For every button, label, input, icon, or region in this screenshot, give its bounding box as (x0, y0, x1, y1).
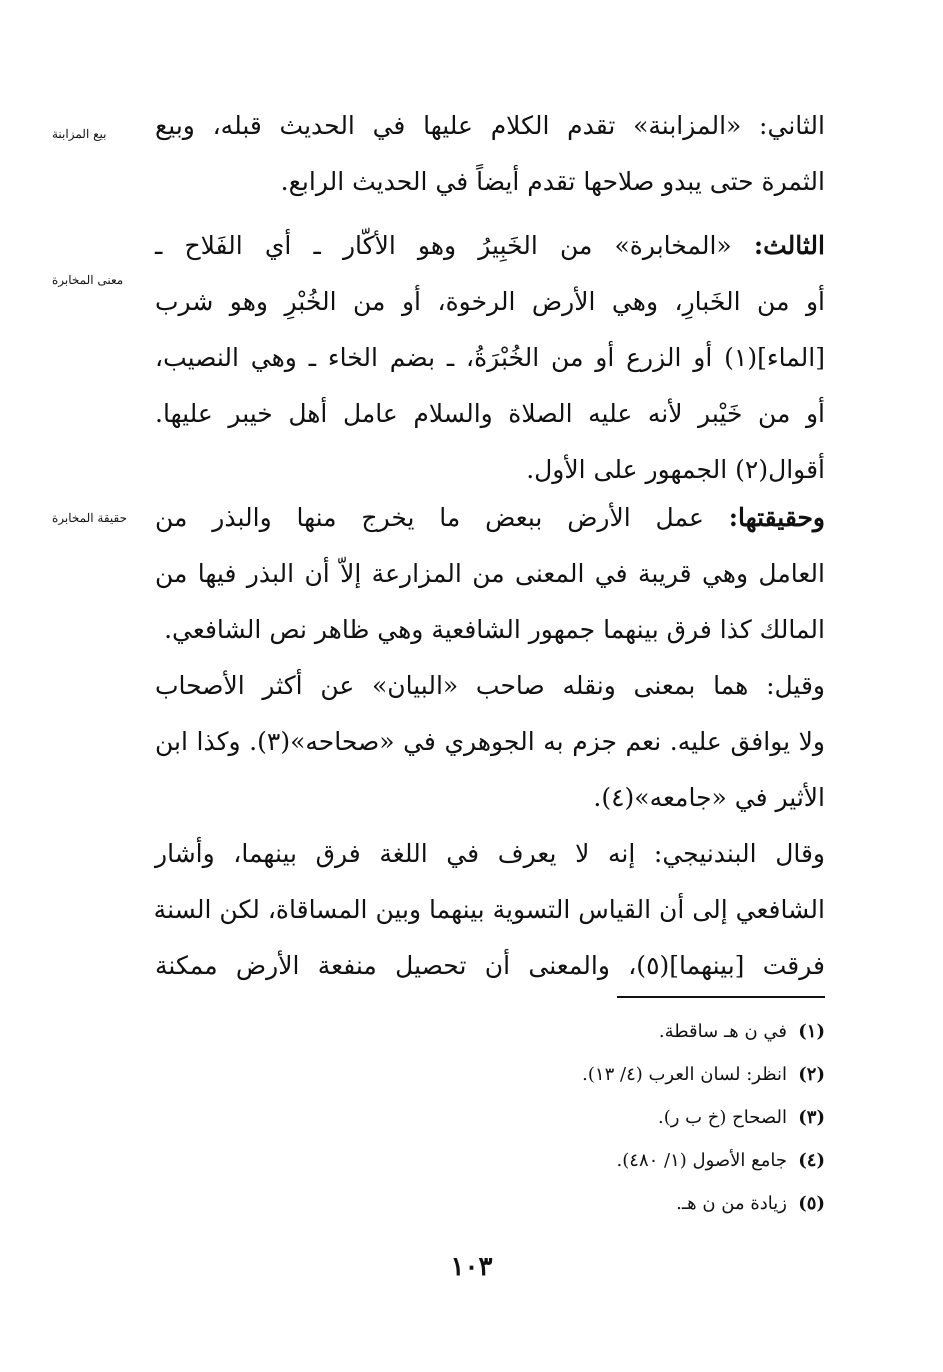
text-span: «المخابرة» من الخَبِيرُ وهو الأكّار ـ أي الفَلاح ـ (155, 231, 754, 260)
text-line: وقيل: هما بمعنى ونقله صاحب «البيان» عن أكثر الأصحاب (155, 671, 825, 700)
footnote-text: زيادة من ن هـ. (676, 1193, 787, 1214)
footnote-separator (617, 996, 825, 998)
text-line: وقال البندنيجي: إنه لا يعرف في اللغة فرق بينهما، وأشار (155, 839, 825, 868)
text-line: الشافعي إلى أن القياس التسوية بينهما وبين المساقاة، لكن السنة (153, 895, 825, 924)
text-line: العامل وهي قريبة في المعنى من المزارعة إلاّ أن البذر فيها من (155, 559, 825, 588)
margin-note-mozabana: بيع المزابنة (52, 127, 107, 141)
footnote-text: انظر: لسان العرب (٤/ ١٣). (582, 1064, 787, 1085)
text-line: أو من خَيْبر لأنه عليه الصلاة والسلام عامل أهل خيبر عليها. (155, 399, 825, 428)
footnote (155, 1182, 825, 1225)
text-line: المالك كذا فرق بينهما جمهور الشافعية وهي ظاهر نص الشافعي. (164, 615, 825, 644)
paragraph-bandaniji (155, 826, 825, 994)
footnote-number: (٤) (798, 1150, 825, 1171)
paragraph-lead: وحقيقتها: (728, 503, 825, 532)
margin-note-mukhabara-meaning: معنى المخابرة (52, 273, 124, 287)
paragraph-haqiqa (155, 490, 825, 658)
footnote-number: (٣) (798, 1107, 825, 1128)
text-span: عمل الأرض ببعض ما يخرج منها والبذر من (155, 503, 729, 532)
text-line (155, 490, 825, 546)
text-line: الثمرة حتى يبدو صلاحها تقدم أيضاً في الحديث الرابع. (280, 167, 825, 196)
footnote (155, 1053, 825, 1096)
footnote (155, 1010, 825, 1053)
footnote-number: (٥) (798, 1193, 825, 1214)
footnote-text: في ن هـ ساقطة. (658, 1021, 787, 1042)
text-line: أقوال(٢) الجمهور على الأول. (526, 455, 825, 484)
text-line: فرقت [بينهما](٥)، والمعنى أن تحصيل منفعة الأرض ممكنة (155, 951, 825, 980)
text-line: أو من الخَبارِ، وهي الأرض الرخوة، أو من الخُبْرِ وهو شرب (155, 287, 825, 316)
text-line: الثاني: «المزابنة» تقدم الكلام عليها في الحديث قبله، وبيع (155, 111, 825, 140)
footnote-text: جامع الأصول (١/ ٤٨٠). (616, 1150, 787, 1171)
footnote-number: (٢) (798, 1064, 825, 1085)
text-line: ولا يوافق عليه. نعم جزم به الجوهري في «صحاحه»(٣). وكذا ابن (155, 727, 825, 756)
paragraph-mozabana (155, 98, 825, 210)
text-line: [الماء](١) أو الزرع أو من الخُبْرَةُ، ـ بضم الخاء ـ وهي النصيب، (155, 343, 825, 372)
footnote (155, 1139, 825, 1182)
paragraph-lead: الثالث: (753, 231, 825, 260)
paragraph-qila (155, 658, 825, 826)
footnotes (155, 1010, 825, 1225)
text-line: الأثير في «جامعه»(٤). (593, 783, 825, 812)
text-line (155, 218, 825, 274)
paragraph-mukhabara (155, 218, 825, 498)
footnote-number: (١) (798, 1021, 825, 1042)
page-number: ١٠٣ (450, 1252, 493, 1282)
margin-note-mukhabara-reality: حقيقة المخابرة (52, 511, 128, 525)
footnote-text: الصحاح (خ ب ر). (657, 1107, 787, 1128)
footnote (155, 1096, 825, 1139)
